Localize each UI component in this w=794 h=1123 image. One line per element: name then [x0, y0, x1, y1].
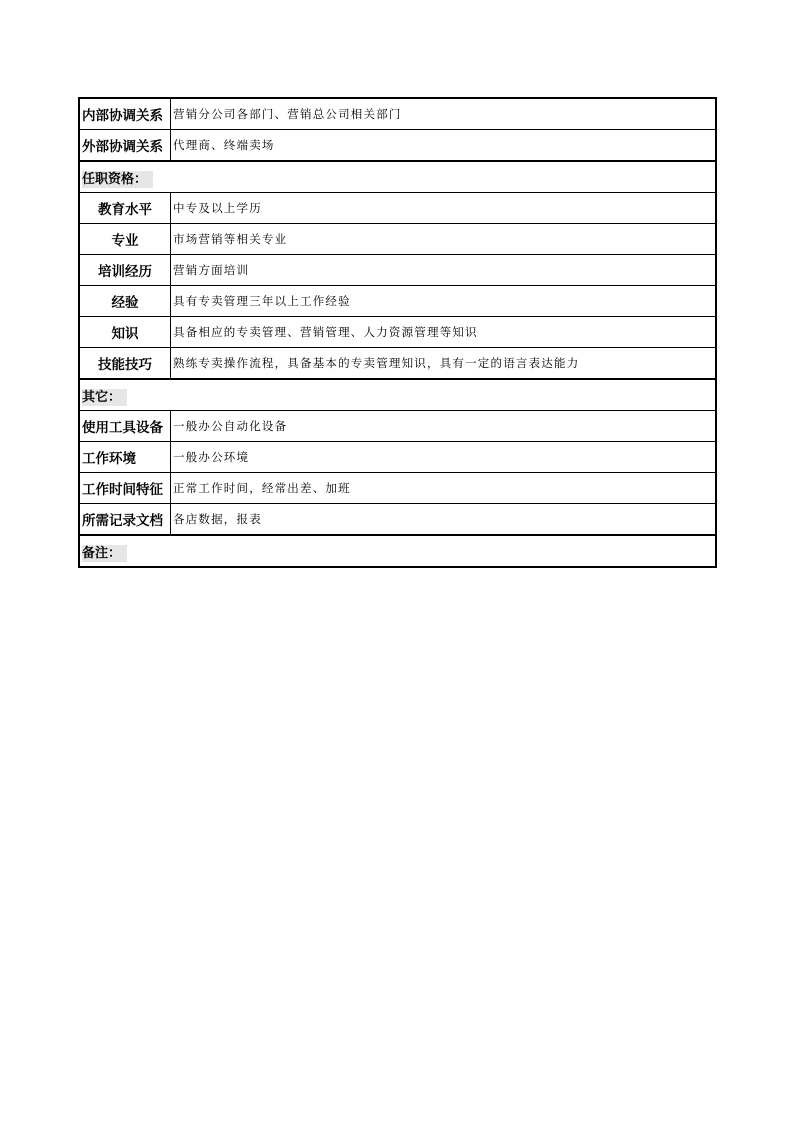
education-value: 中专及以上学历: [171, 193, 717, 224]
table-row: [79, 130, 716, 162]
tools-value: 一般办公自动化设备: [171, 411, 717, 442]
knowledge-label: 知识: [79, 317, 171, 348]
documents-label: 所需记录文档: [79, 504, 171, 536]
experience-label: 经验: [79, 286, 171, 317]
external-coordination-value: 代理商、终端卖场: [171, 130, 717, 162]
table-row: [79, 98, 716, 130]
major-label: 专业: [79, 224, 171, 255]
documents-value: 各店数据，报表: [171, 504, 717, 536]
external-coordination-label: 外部协调关系: [79, 130, 171, 162]
table-row: [79, 504, 716, 536]
table-row: [79, 193, 716, 224]
environment-value: 一般办公环境: [171, 442, 717, 473]
environment-label: 工作环境: [79, 442, 171, 473]
skills-value: 熟练专卖操作流程，具备基本的专卖管理知识，具有一定的语言表达能力: [171, 348, 717, 380]
section-row: [79, 379, 716, 411]
section-row: [79, 535, 716, 567]
table-row: [79, 473, 716, 504]
table-row: [79, 442, 716, 473]
job-description-table: [78, 97, 717, 568]
section-notes-title: 备注：: [82, 545, 127, 562]
section-qualifications: [79, 161, 716, 193]
table-row: [79, 286, 716, 317]
internal-coordination-label: 内部协调关系: [79, 98, 171, 130]
table-row: [79, 411, 716, 442]
section-row: [79, 161, 716, 193]
section-notes: [79, 535, 716, 567]
internal-coordination-value: 营销分公司各部门、营销总公司相关部门: [171, 98, 717, 130]
table-row: [79, 224, 716, 255]
section-other-title: 其它：: [82, 389, 127, 406]
experience-value: 具有专卖管理三年以上工作经验: [171, 286, 717, 317]
training-value: 营销方面培训: [171, 255, 717, 286]
table-row: [79, 317, 716, 348]
table-row: [79, 255, 716, 286]
tools-label: 使用工具设备: [79, 411, 171, 442]
table-row: [79, 348, 716, 380]
section-qualifications-title: 任职资格：: [82, 171, 153, 188]
knowledge-value: 具备相应的专卖管理、营销管理、人力资源管理等知识: [171, 317, 717, 348]
major-value: 市场营销等相关专业: [171, 224, 717, 255]
work-time-value: 正常工作时间，经常出差、加班: [171, 473, 717, 504]
section-other: [79, 379, 716, 411]
work-time-label: 工作时间特征: [79, 473, 171, 504]
training-label: 培训经历: [79, 255, 171, 286]
skills-label: 技能技巧: [79, 348, 171, 380]
education-label: 教育水平: [79, 193, 171, 224]
